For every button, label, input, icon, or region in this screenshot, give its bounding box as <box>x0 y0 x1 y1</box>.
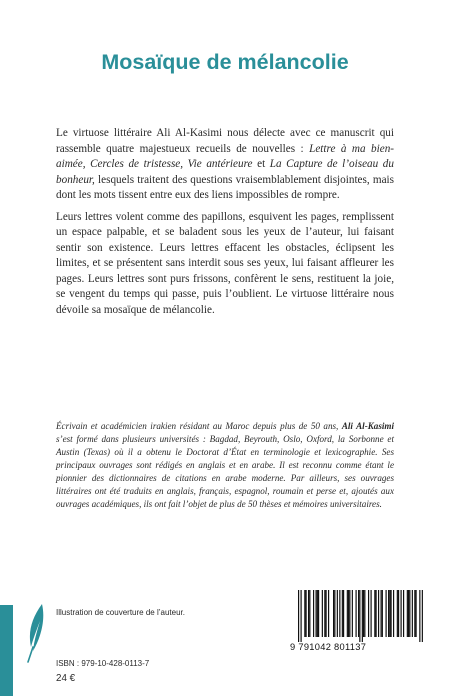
barcode-bar <box>304 590 305 637</box>
author-bio <box>56 420 394 511</box>
barcode-bar <box>378 590 379 637</box>
barcode-bar <box>403 590 404 637</box>
barcode-bar <box>347 590 348 637</box>
barcode-bar <box>398 590 399 637</box>
back-cover-blurb <box>56 126 394 324</box>
barcode-bar <box>349 590 350 637</box>
isbn: ISBN : 979-10-428-0113-7 <box>56 659 150 668</box>
barcode-bar <box>416 590 417 637</box>
author-name: Ali Al-Kasimi <box>341 421 395 431</box>
barcode-bar <box>362 590 363 642</box>
barcode-bar <box>358 590 359 637</box>
collection-titles: Lettre à ma bien-aimée, Cercles de tristesse, Vie antérieure <box>56 142 395 170</box>
barcode-bar <box>422 590 423 642</box>
blurb-paragraph-2: Leurs lettres volent comme des papillons, esquivent les pages, remplissent un espace palpable, et se baladent sous les yeux de l’auteur, lui faisant sentir son existence. Leurs lettres effacent les obstacles, éclipsent les limites, et se présentent sans interdit sous ses yeux, lui faisant affleurer les pages. Leurs lettres sont purs frissons, confèrent le sens, restituent la joie, se vengent du temps qui passe, puis l’oublient. Le virtuose littéraire nous dévoile sa mosaïque de mélancolie. <box>56 210 394 316</box>
barcode-bar <box>407 590 408 637</box>
barcode-bar <box>364 590 365 637</box>
barcode-bar <box>388 590 389 637</box>
barcode-bar <box>318 590 319 637</box>
barcode-bar <box>333 590 334 637</box>
barcode-bar <box>393 590 394 637</box>
barcode-bar <box>412 590 413 637</box>
barcode-bar <box>389 590 390 637</box>
barcode-bar <box>316 590 317 637</box>
barcode-bar <box>419 590 420 642</box>
barcode <box>290 590 425 653</box>
barcode-bar <box>391 590 392 637</box>
barcode-bar <box>368 590 369 637</box>
barcode-bar <box>343 590 344 637</box>
barcode-bars <box>298 590 423 642</box>
barcode-bar <box>337 590 338 637</box>
blurb-text: et <box>252 158 270 170</box>
barcode-bar <box>409 590 410 637</box>
barcode-bar <box>306 590 307 637</box>
bio-rest: s’est formé dans plusieurs universités : Bagdad, Beyrouth, Oslo, Oxford, la Sorbonne et Austin (Texas) où il a obtenu le Doctorat d’État en terminologie et lexicographie. Ses principaux ouvrages sont rédigés en anglais et en arabe. Il est reconnu comme étant le pionnier des dictionnaires de citations en arabe moderne. Par ailleurs, ses ouvrages littéraires ont été traduits en anglais, français, espagnol, roumain et perse et, ajoutés aux ouvrages académiques, ils ont fait l’objet de plus de 50 thèses et mémoires universitaires. <box>56 434 394 509</box>
barcode-bar <box>408 590 409 637</box>
barcode-bar <box>397 590 398 637</box>
barcode-bar <box>401 590 402 637</box>
barcode-bar <box>317 590 318 637</box>
barcode-bar <box>298 590 299 642</box>
blurb-text: Le virtuose littéraire Ali Al-Kasimi nous délecte avec ce manuscrit qui rassemble quatre majestueux recueils de nouvelles : <box>56 127 394 155</box>
barcode-bar <box>308 590 309 637</box>
barcode-bar <box>301 590 302 642</box>
barcode-bar <box>322 590 323 637</box>
barcode-bar <box>414 590 415 637</box>
barcode-bar <box>359 590 360 642</box>
cover-illustration-credit: Illustration de couverture de l’auteur. <box>56 608 185 617</box>
blurb-text: lesquels traitent des questions vraisemblablement disjointes, mais dont les mots tissent entre eux des liens impossibles de rompre. <box>56 173 394 201</box>
price: 24 € <box>56 673 76 684</box>
barcode-bar <box>381 590 382 637</box>
barcode-bar <box>309 590 310 637</box>
accent-bar <box>0 605 13 696</box>
barcode-bar <box>371 590 372 637</box>
collection-title-last: La Capture de l’oiseau du bonheur, <box>56 158 394 186</box>
barcode-bar <box>386 590 387 637</box>
bio-intro: Écrivain et académicien irakien résidant au Maroc depuis plus de 50 ans, <box>56 421 342 431</box>
barcode-bar <box>356 590 357 637</box>
barcode-bar <box>339 590 340 637</box>
barcode-bar <box>342 590 343 637</box>
barcode-bar <box>374 590 375 637</box>
book-title: Mosaïque de mélancolie <box>101 50 349 74</box>
barcode-bar <box>324 590 325 637</box>
barcode-bar <box>348 590 349 637</box>
barcode-digits: 9 791042 801137 <box>290 642 367 652</box>
barcode-bar <box>382 590 383 637</box>
barcode-bar <box>313 590 314 637</box>
barcode-bar <box>326 590 327 637</box>
barcode-bar <box>334 590 335 637</box>
barcode-bar <box>352 590 353 637</box>
barcode-bar <box>376 590 377 637</box>
barcode-bar <box>328 590 329 637</box>
barcode-bar <box>363 590 364 637</box>
blurb-paragraph-1 <box>56 126 394 204</box>
feather-quill-icon <box>25 603 49 663</box>
